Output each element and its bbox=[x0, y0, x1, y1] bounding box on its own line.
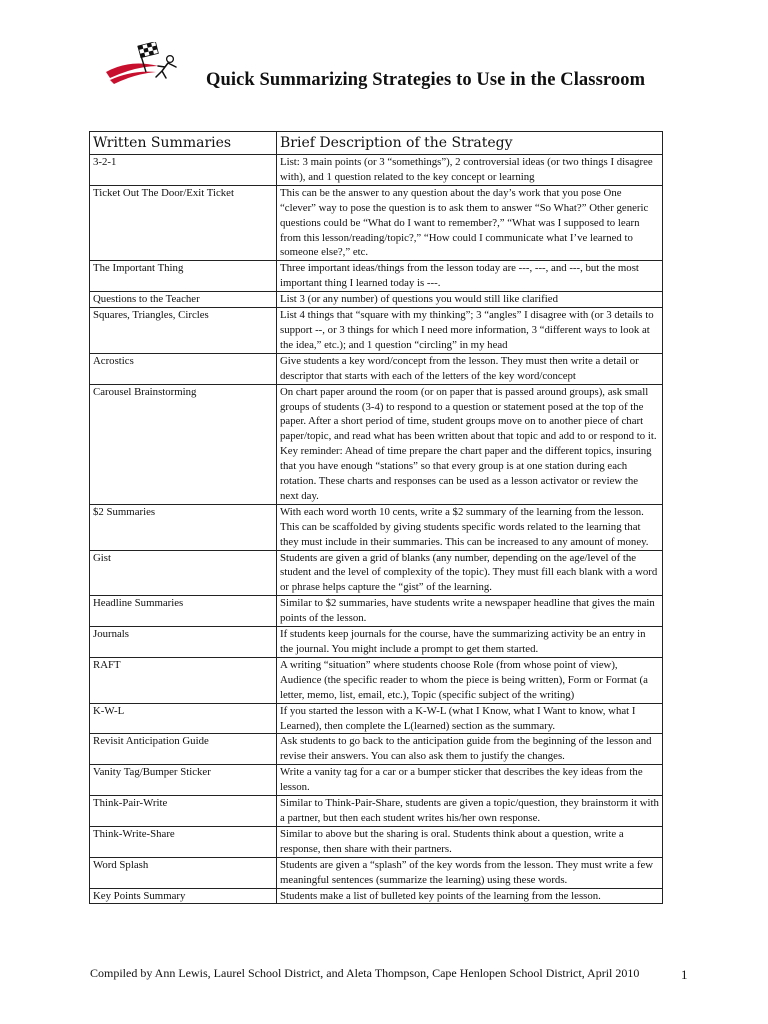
strategy-description-cell: Similar to $2 summaries, have students write a newspaper headline that gives the main points of the lesson. bbox=[277, 596, 663, 627]
strategy-description-cell: Students are given a grid of blanks (any number, depending on the age/level of the student and the level of complexity of the topic). They must fill each blank with a word or phrase helps capture the “gist” of the learning. bbox=[277, 550, 663, 596]
strategy-name-cell: Vanity Tag/Bumper Sticker bbox=[90, 765, 277, 796]
strategy-name-cell: Key Points Summary bbox=[90, 888, 277, 904]
table-row bbox=[90, 627, 663, 658]
checkered-flag-runner-icon bbox=[104, 42, 184, 86]
strategy-name-cell: Acrostics bbox=[90, 353, 277, 384]
strategy-name-cell: The Important Thing bbox=[90, 261, 277, 292]
strategy-name-cell: 3-2-1 bbox=[90, 155, 277, 186]
table-row bbox=[90, 657, 663, 703]
table-row bbox=[90, 550, 663, 596]
strategy-name-cell: K-W-L bbox=[90, 703, 277, 734]
strategy-description-cell: Similar to Think-Pair-Share, students are given a topic/question, they brainstorm it with a partner, but then each student writes his/her own response. bbox=[277, 796, 663, 827]
strategy-name-cell: Carousel Brainstorming bbox=[90, 384, 277, 504]
strategy-description-cell: Students make a list of bulleted key points of the learning from the lesson. bbox=[277, 888, 663, 904]
strategy-description-cell: Write a vanity tag for a car or a bumper sticker that describes the key ideas from the lesson. bbox=[277, 765, 663, 796]
table-row bbox=[90, 353, 663, 384]
page-number: 1 bbox=[681, 967, 688, 982]
strategy-name-cell: Headline Summaries bbox=[90, 596, 277, 627]
strategy-name-cell: $2 Summaries bbox=[90, 504, 277, 550]
strategy-description-cell: List 3 (or any number) of questions you would still like clarified bbox=[277, 292, 663, 308]
strategy-name-cell: Revisit Anticipation Guide bbox=[90, 734, 277, 765]
table-row bbox=[90, 185, 663, 261]
strategy-description-cell: With each word worth 10 cents, write a $2 summary of the learning from the lesson. This can be scaffolded by giving students specific words related to the learning that they must include in their summaries. This can be increased to any amount of money. bbox=[277, 504, 663, 550]
table-row bbox=[90, 596, 663, 627]
strategy-description-cell: A writing “situation” where students choose Role (from whose point of view), Audience (the specific reader to whom the piece is being written), Form or Format (a letter, memo, list, email, etc.), Topic (specific subject of the writing) bbox=[277, 657, 663, 703]
strategy-name-cell: Ticket Out The Door/Exit Ticket bbox=[90, 185, 277, 261]
strategy-name-cell: Journals bbox=[90, 627, 277, 658]
table-row bbox=[90, 734, 663, 765]
strategy-description-cell: List 4 things that “square with my thinking”; 3 “angles” I disagree with (or 3 details to support --, or 3 things for which I need more information, 3 “different ways to look at the idea,” etc.); and 1 question “circling” in my head bbox=[277, 308, 663, 354]
table-row bbox=[90, 384, 663, 504]
strategy-name-cell: Squares, Triangles, Circles bbox=[90, 308, 277, 354]
table-row bbox=[90, 796, 663, 827]
table-row bbox=[90, 888, 663, 904]
strategy-description-cell: Three important ideas/things from the lesson today are ---, ---, and ---, but the most important thing I learned today is ---. bbox=[277, 261, 663, 292]
strategy-name-cell: RAFT bbox=[90, 657, 277, 703]
table-row bbox=[90, 765, 663, 796]
footer-credit: Compiled by Ann Lewis, Laurel School District, and Aleta Thompson, Cape Henlopen School District, April 2010 bbox=[90, 966, 640, 980]
table-body bbox=[90, 155, 663, 904]
strategy-name-cell: Think-Write-Share bbox=[90, 826, 277, 857]
table-row bbox=[90, 826, 663, 857]
strategy-description-cell: List: 3 main points (or 3 “somethings”), 2 controversial ideas (or two things I disagree with), and 1 question related to the key concept or learning bbox=[277, 155, 663, 186]
table-header-row bbox=[90, 132, 663, 155]
column-header-written-summaries: Written Summaries bbox=[90, 132, 277, 155]
page-title: Quick Summarizing Strategies to Use in the Classroom bbox=[206, 70, 646, 90]
strategy-description-cell: Students are given a “splash” of the key words from the lesson. They must write a few meaningful sentences (summarize the learning) using these words. bbox=[277, 857, 663, 888]
table-row bbox=[90, 857, 663, 888]
strategy-name-cell: Word Splash bbox=[90, 857, 277, 888]
strategy-name-cell: Gist bbox=[90, 550, 277, 596]
table-row bbox=[90, 292, 663, 308]
table-row bbox=[90, 261, 663, 292]
column-header-description: Brief Description of the Strategy bbox=[277, 132, 663, 155]
strategy-description-cell: Give students a key word/concept from the lesson. They must then write a detail or descriptor that starts with each of the letters of the key word/concept bbox=[277, 353, 663, 384]
table-row bbox=[90, 703, 663, 734]
strategy-description-cell: Ask students to go back to the anticipation guide from the beginning of the lesson and revise their answers. You can also ask them to justify the changes. bbox=[277, 734, 663, 765]
table-row bbox=[90, 504, 663, 550]
strategies-table bbox=[89, 131, 663, 904]
strategy-description-cell: On chart paper around the room (or on paper that is passed around groups), ask small groups of students (3-4) to respond to a question or statement posed at the top of the paper. After a short period of time, student groups move on to another piece of chart paper/topic, and read what has been written about that topic and add to or respond to it. Key reminder: Ahead of time prepare the chart paper and the different topics, insuring that you have enough “stations” so that every group is at one station during each rotation. These charts and responses can be used as a lesson activator or review the next day. bbox=[277, 384, 663, 504]
strategy-description-cell: Similar to above but the sharing is oral. Students think about a question, write a response, then share with their partners. bbox=[277, 826, 663, 857]
strategy-description-cell: This can be the answer to any question about the day’s work that you pose One “clever” way to pose the question is to ask them to answer “So What?” Other generic questions could be “What do I want to remember?,” “What was I supposed to learn from this lesson/reading/topic?,” “How could I communicate what I’ve learned to someone else?,” etc. bbox=[277, 185, 663, 261]
table-row bbox=[90, 155, 663, 186]
strategy-name-cell: Think-Pair-Write bbox=[90, 796, 277, 827]
strategy-description-cell: If you started the lesson with a K-W-L (what I Know, what I Want to know, what I Learned), then complete the L(learned) section as the summary. bbox=[277, 703, 663, 734]
table-row bbox=[90, 308, 663, 354]
strategy-description-cell: If students keep journals for the course, have the summarizing activity be an entry in the journal. You might include a prompt to get them started. bbox=[277, 627, 663, 658]
strategy-name-cell: Questions to the Teacher bbox=[90, 292, 277, 308]
